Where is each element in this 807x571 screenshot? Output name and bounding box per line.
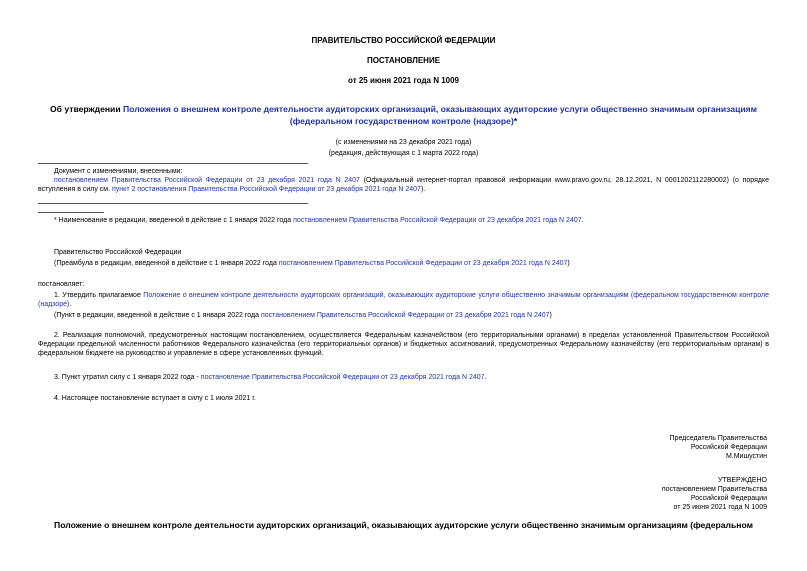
footnote-text: * Наименование в редакции, введенной в действие с 1 января 2022 года bbox=[54, 217, 294, 224]
preamble-line: Правительство Российской Федерации bbox=[54, 249, 182, 256]
changes-block bbox=[38, 167, 769, 194]
decree-word: постановляет: bbox=[38, 281, 85, 288]
signature-position: Председатель Правительства bbox=[669, 435, 767, 442]
title-link[interactable]: Положения о внешнем контроле деятельности аудиторских организаций, оказывающих аудиторские услуги общественно значимым организациям (федеральном государственном контроле (надзоре) bbox=[123, 104, 758, 126]
footnote bbox=[38, 216, 769, 225]
government-heading: ПРАВИТЕЛЬСТВО РОССИЙСКОЙ ФЕДЕРАЦИИ bbox=[311, 36, 496, 45]
footnote-divider bbox=[38, 212, 104, 213]
p3-text: 3. Пункт утратил силу с 1 января 2022 года - bbox=[54, 374, 201, 381]
document-title bbox=[30, 104, 777, 127]
approval-date: от 25 июня 2021 года N 1009 bbox=[673, 504, 767, 512]
changes-label: Документ с изменениями, внесенными: bbox=[54, 168, 183, 175]
divider bbox=[38, 163, 308, 164]
preamble-note-end: ) bbox=[567, 260, 570, 268]
approval-country: Российской Федерации bbox=[690, 495, 767, 503]
paragraph-4: 4. Настоящее постановление вступает в силу с 1 июля 2021 г. bbox=[54, 395, 256, 402]
p1-end: . bbox=[69, 301, 72, 309]
preamble-link[interactable]: постановлением Правительства Российской Федерации от 23 декабря 2021 года N 2407 bbox=[278, 260, 568, 268]
approval-block bbox=[662, 476, 767, 512]
footnote-end: . bbox=[581, 217, 584, 224]
title-suffix: * bbox=[513, 115, 518, 126]
paragraph-1 bbox=[38, 291, 769, 320]
p3-end: . bbox=[484, 374, 487, 381]
approval-by: постановлением Правительства bbox=[661, 486, 767, 494]
preamble-note: (Преамбула в редакции, введенной в действие с 1 января 2022 года bbox=[54, 260, 279, 268]
preamble bbox=[38, 248, 769, 268]
amendment-point-link[interactable]: пункт 2 постановления Правительства Российской Федерации от 23 декабря 2021 года N 2407 bbox=[112, 186, 421, 194]
amendment-link[interactable]: постановлением Правительства Российской Федерации от 23 декабря 2021 года N 2407 bbox=[54, 177, 360, 185]
regulation-link[interactable]: Положение о внешнем контроле деятельности аудиторских организаций, оказывающих аудиторские услуги общественно значимым организациям (федеральном государственном контроле (надзоре) bbox=[38, 292, 769, 309]
changes-end: ). bbox=[420, 186, 426, 194]
edition-changes: (с изменениями на 23 декабря 2021 года) bbox=[335, 139, 472, 146]
document-type: ПОСТАНОВЛЕНИЕ bbox=[366, 56, 441, 65]
changes-text: (Официальный интернет-портал правовой информации www.pravo.gov.ru, 28.12.2021, N 0001202112280002) (о порядке вступления в силу см. bbox=[38, 177, 770, 194]
title-prefix: Об утверждении bbox=[49, 104, 123, 114]
p1-note-end: ) bbox=[549, 312, 552, 320]
p3-link[interactable]: постановление Правительства Российской Федерации от 23 декабря 2021 года N 2407 bbox=[200, 374, 485, 381]
changes-body bbox=[38, 176, 769, 194]
p1-note-link[interactable]: постановлением Правительства Российской Федерации от 23 декабря 2021 года N 2407 bbox=[260, 312, 550, 320]
approval-heading: УТВЕРЖДЕНО bbox=[717, 477, 767, 484]
paragraph-2: 2. Реализация полномочий, предусмотренных настоящим постановлением, осуществляется Федеральным казначейством (его территориальными органами) в пределах установленной Правительством Российской Федерации предельной численности работников Федерального казначейства (его территориальных органов) и бюджетных ассигнований, предусмотренных Федеральному казначейству (его территориальным органам) в федеральном бюджете на руководство и управление в сфере установленных функций. bbox=[38, 332, 769, 358]
p1-text: 1. Утвердить прилагаемое bbox=[54, 292, 144, 299]
signature-name: М.Мишустин bbox=[725, 453, 767, 461]
divider bbox=[38, 203, 308, 204]
footnote-link[interactable]: постановлением Правительства Российской Федерации от 23 декабря 2021 года N 2407 bbox=[293, 217, 582, 224]
paragraph-3 bbox=[38, 373, 769, 382]
document-date-number: от 25 июня 2021 года N 1009 bbox=[348, 76, 459, 85]
edition-current: (редакция, действующая с 1 марта 2022 года) bbox=[328, 150, 479, 157]
p1-note: (Пункт в редакции, введенной в действие с 1 января 2022 года bbox=[54, 312, 261, 320]
signature-block bbox=[670, 434, 767, 461]
annex-title: Положение о внешнем контроле деятельности аудиторских организаций, оказывающих аудиторские услуги общественно значимым организациям (федеральном bbox=[54, 520, 753, 530]
signature-country: Российской Федерации bbox=[690, 444, 767, 452]
